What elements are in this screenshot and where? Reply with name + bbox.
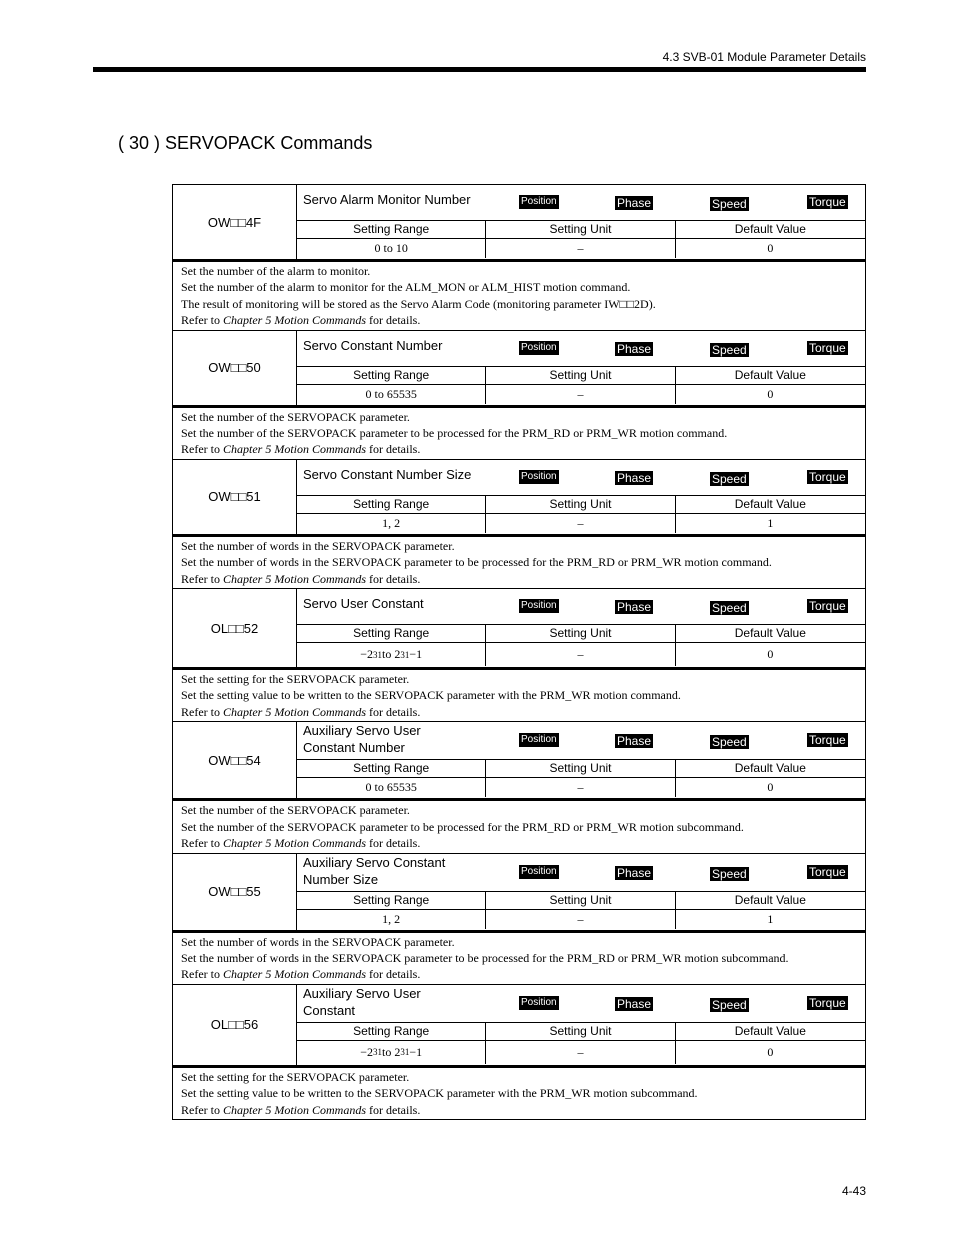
param-block — [172, 184, 866, 330]
param-description — [173, 1066, 865, 1120]
description-line: Set the number of the SERVOPACK parameter. — [181, 409, 410, 424]
position-badge: Position — [521, 196, 557, 207]
param-block — [172, 721, 866, 852]
param-block — [172, 984, 866, 1120]
refer-suffix: for details. — [366, 836, 421, 851]
param-description — [173, 931, 865, 984]
description-line: Set the setting value to be written to the SERVOPACK parameter with the PRM_WR motion command. — [181, 688, 681, 703]
param-name-line: Constant — [303, 1002, 356, 1018]
parameter-table — [172, 184, 866, 1120]
refer-chapter: Chapter 5 Motion Commands — [222, 836, 366, 851]
setting-range-value: −2 31 to 2 31 −1 — [297, 1041, 486, 1064]
refer-suffix: for details. — [366, 1102, 421, 1117]
setting-range-value: 1, 2 — [297, 910, 486, 929]
refer-prefix: Refer to — [181, 967, 223, 982]
setting-range-label: Setting Range — [297, 221, 486, 239]
refer-line — [181, 571, 857, 587]
refer-chapter: Chapter 5 Motion Commands — [222, 967, 366, 982]
param-name — [297, 185, 503, 208]
setting-unit-value: – — [486, 643, 675, 666]
param-block — [172, 853, 866, 984]
refer-chapter: Chapter 5 Motion Commands — [222, 571, 366, 586]
refer-suffix: for details. — [366, 442, 421, 457]
param-code: OL□□56 — [173, 985, 297, 1065]
setting-range-label: Setting Range — [297, 760, 486, 778]
default-value: 0 — [767, 780, 774, 795]
param-name — [297, 460, 503, 483]
setting-unit-value: – — [486, 1041, 675, 1064]
param-code: OW□□4F — [173, 185, 297, 259]
phase-badge: Phase — [617, 600, 652, 615]
default-value-label: Default Value — [676, 496, 865, 514]
position-badge: Position — [521, 470, 557, 482]
torque-badge: Torque — [809, 733, 846, 748]
position-badge: Position — [521, 600, 557, 612]
refer-prefix: Refer to — [181, 704, 223, 719]
refer-prefix: Refer to — [181, 571, 223, 586]
setting-unit-label: Setting Unit — [486, 221, 675, 239]
speed-badge: Speed — [712, 866, 747, 881]
default-value: 0 — [767, 386, 774, 401]
default-value: 1 — [767, 911, 774, 926]
description-line: Set the number of the alarm to monitor. — [181, 264, 371, 278]
torque-badge: Torque — [809, 995, 846, 1010]
setting-range-label: Setting Range — [297, 496, 486, 514]
description-line: Set the setting for the SERVOPACK parameter. — [181, 1069, 410, 1084]
default-value: 0 — [767, 241, 774, 255]
description-line: Set the number of the SERVOPACK parameter to be processed for the PRM_RD or PRM_WR motion subcommand. — [181, 819, 744, 834]
param-description — [173, 535, 865, 588]
setting-range-label: Setting Range — [297, 892, 486, 910]
torque-badge: Torque — [809, 469, 846, 484]
param-name-line: Servo Constant Number — [303, 337, 443, 353]
description-line: The result of monitoring will be stored as the Servo Alarm Code (monitoring parameter IW□□2D). — [181, 296, 656, 311]
setting-unit-value: – — [486, 239, 675, 258]
refer-suffix: for details. — [366, 571, 421, 586]
position-badge: Position — [521, 734, 557, 746]
torque-badge: Torque — [809, 864, 846, 879]
refer-suffix: for details. — [366, 313, 421, 328]
description-line: Set the number of words in the SERVOPACK parameter. — [181, 934, 455, 949]
setting-unit-label: Setting Unit — [486, 496, 675, 514]
default-value-label: Default Value — [676, 625, 865, 643]
setting-range-value: 0 to 65535 — [297, 778, 486, 797]
param-name — [297, 722, 503, 756]
description-line: Set the number of words in the SERVOPACK parameter. — [181, 538, 455, 553]
setting-range-label: Setting Range — [297, 367, 486, 385]
refer-suffix: for details. — [366, 704, 421, 719]
param-block — [172, 330, 866, 459]
position-badge: Position — [521, 865, 557, 877]
phase-badge: Phase — [617, 196, 652, 210]
refer-prefix: Refer to — [181, 442, 223, 457]
setting-unit-label: Setting Unit — [486, 1023, 675, 1041]
description-line: Set the setting value to be written to the SERVOPACK parameter with the PRM_WR motion subcommand. — [181, 1086, 698, 1101]
param-code: OW□□51 — [173, 460, 297, 534]
param-name-line: Servo User Constant — [303, 596, 424, 612]
description-line: Set the number of words in the SERVOPACK parameter to be processed for the PRM_RD or PRM_WR motion subcommand. — [181, 950, 789, 965]
default-value-label: Default Value — [676, 892, 865, 910]
position-badge: Position — [521, 341, 557, 353]
description-line: Set the number of the SERVOPACK parameter to be processed for the PRM_RD or PRM_WR motion command. — [181, 426, 728, 441]
setting-unit-value: – — [486, 385, 675, 404]
refer-chapter: Chapter 5 Motion Commands — [222, 704, 366, 719]
setting-range-value: 1, 2 — [297, 514, 486, 533]
page-number: 4-43 — [841, 1184, 866, 1198]
param-name — [297, 854, 503, 888]
torque-badge: Torque — [809, 599, 846, 614]
refer-line — [181, 704, 857, 720]
speed-badge: Speed — [712, 997, 747, 1012]
refer-prefix: Refer to — [181, 836, 223, 851]
running-header: 4.3 SVB-01 Module Parameter Details — [662, 50, 866, 64]
default-value: 0 — [767, 1044, 774, 1059]
param-name-line: Servo Alarm Monitor Number — [303, 192, 471, 207]
setting-range-value: 0 to 65535 — [297, 385, 486, 404]
setting-range-label: Setting Range — [297, 1023, 486, 1041]
refer-chapter: Chapter 5 Motion Commands — [222, 442, 366, 457]
default-value: 1 — [767, 515, 774, 530]
speed-badge: Speed — [712, 735, 747, 750]
param-code: OW□□54 — [173, 722, 297, 798]
param-description — [173, 260, 865, 330]
speed-badge: Speed — [712, 342, 747, 357]
param-code: OL□□52 — [173, 589, 297, 667]
description-line: Set the number of the alarm to monitor for the ALM_MON or ALM_HIST motion command. — [181, 280, 631, 295]
description-line: Set the number of the SERVOPACK parameter. — [181, 803, 410, 818]
refer-line — [181, 966, 857, 982]
header-rule — [93, 67, 866, 72]
speed-badge: Speed — [712, 197, 747, 211]
param-name — [297, 589, 503, 612]
refer-prefix: Refer to — [181, 313, 223, 328]
setting-unit-label: Setting Unit — [486, 625, 675, 643]
refer-line — [181, 441, 857, 457]
refer-line — [181, 835, 857, 851]
refer-chapter: Chapter 5 Motion Commands — [222, 313, 366, 328]
refer-prefix: Refer to — [181, 1102, 223, 1117]
param-name-line: Number Size — [303, 871, 379, 887]
default-value: 0 — [767, 647, 774, 662]
refer-line — [181, 312, 857, 328]
param-name-line: Auxiliary Servo User — [303, 723, 421, 739]
phase-badge: Phase — [617, 470, 652, 485]
setting-unit-value: – — [486, 778, 675, 797]
phase-badge: Phase — [617, 996, 652, 1011]
setting-range-label: Setting Range — [297, 625, 486, 643]
default-value-label: Default Value — [676, 760, 865, 778]
setting-unit-label: Setting Unit — [486, 760, 675, 778]
param-description — [173, 668, 865, 721]
default-value-label: Default Value — [676, 221, 865, 239]
default-value-label: Default Value — [676, 367, 865, 385]
param-name — [297, 331, 503, 354]
param-code: OW□□55 — [173, 854, 297, 930]
phase-badge: Phase — [617, 734, 652, 749]
torque-badge: Torque — [809, 195, 846, 209]
param-name-line: Constant Number — [303, 740, 405, 756]
setting-range-value: −2 31 to 2 31 −1 — [297, 643, 486, 666]
setting-range-value: 0 to 10 — [297, 239, 486, 258]
param-name-line: Auxiliary Servo Constant — [303, 854, 446, 870]
default-value-label: Default Value — [676, 1023, 865, 1041]
param-block — [172, 588, 866, 721]
phase-badge: Phase — [617, 865, 652, 880]
phase-badge: Phase — [617, 341, 652, 356]
param-description — [173, 799, 865, 852]
position-badge: Position — [521, 996, 557, 1008]
setting-unit-value: – — [486, 910, 675, 929]
param-block — [172, 459, 866, 588]
param-name — [297, 985, 503, 1019]
speed-badge: Speed — [712, 471, 747, 486]
description-line: Set the setting for the SERVOPACK parameter. — [181, 672, 410, 687]
setting-unit-value: – — [486, 514, 675, 533]
description-line: Set the number of words in the SERVOPACK parameter to be processed for the PRM_RD or PRM_WR motion command. — [181, 555, 772, 570]
refer-chapter: Chapter 5 Motion Commands — [222, 1102, 366, 1117]
speed-badge: Speed — [712, 601, 747, 616]
section-title: ( 30 ) SERVOPACK Commands — [118, 133, 373, 153]
refer-line — [181, 1102, 857, 1118]
param-name-line: Servo Constant Number Size — [303, 466, 472, 482]
param-description — [173, 406, 865, 459]
refer-suffix: for details. — [366, 967, 421, 982]
setting-unit-label: Setting Unit — [486, 367, 675, 385]
param-name-line: Auxiliary Servo User — [303, 985, 421, 1001]
param-code: OW□□50 — [173, 331, 297, 405]
torque-badge: Torque — [809, 340, 846, 355]
setting-unit-label: Setting Unit — [486, 892, 675, 910]
